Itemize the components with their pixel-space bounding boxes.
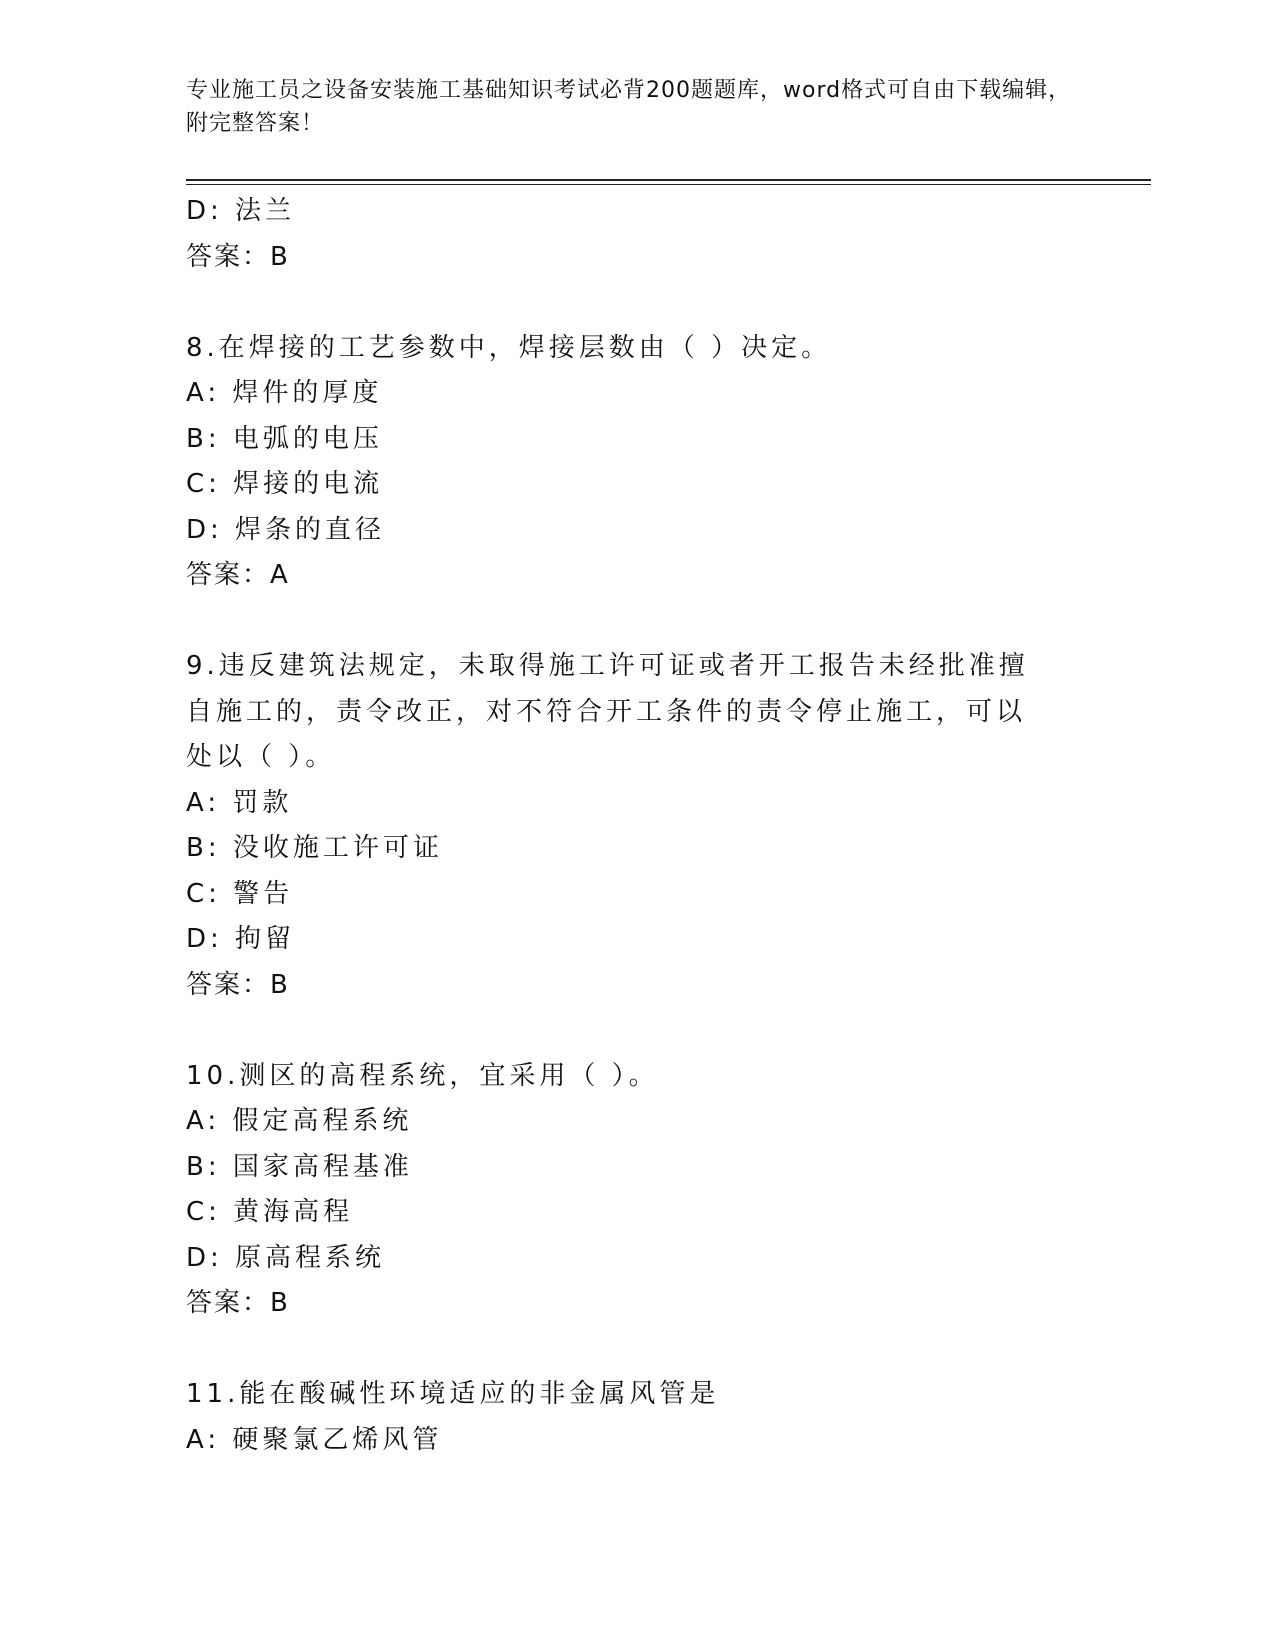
question-10 bbox=[186, 1054, 1066, 1327]
header-rule-thin bbox=[186, 184, 1151, 185]
option-d: D: 焊条的直径 bbox=[186, 514, 386, 545]
option-c: C: 焊接的电流 bbox=[186, 469, 384, 499]
question-11 bbox=[186, 1372, 1066, 1463]
question-stem: 11.能在酸碱性环境适应的非金属风管是 bbox=[186, 1379, 720, 1409]
answer: 答案：B bbox=[186, 1288, 290, 1318]
option-d: D: 法兰 bbox=[186, 196, 296, 226]
option-d: D: 原高程系统 bbox=[186, 1242, 386, 1273]
question-8 bbox=[186, 326, 1066, 599]
question-stem: 10.测区的高程系统，宜采用（ ）。 bbox=[186, 1060, 659, 1091]
option-a: A: 罚款 bbox=[186, 787, 293, 818]
answer: 答案：A bbox=[186, 560, 290, 590]
answer: 答案：B bbox=[186, 241, 290, 272]
option-b: B: 电弧的电压 bbox=[186, 423, 383, 454]
option-a: A: 假定高程系统 bbox=[186, 1106, 413, 1136]
option-c: C: 警告 bbox=[186, 878, 294, 909]
question-stem: 9.违反建筑法规定，未取得施工许可证或者开工报告未经批准擅自施工的，责令改正，对不符合开工条件的责令停止施工，可以处以（ ）。 bbox=[186, 651, 1029, 772]
option-a: A: 焊件的厚度 bbox=[186, 378, 383, 408]
header-rule bbox=[186, 179, 1151, 181]
option-a: A: 硬聚氯乙烯风管 bbox=[186, 1424, 443, 1455]
option-b: B: 国家高程基准 bbox=[186, 1151, 413, 1182]
option-b: B: 没收施工许可证 bbox=[186, 833, 443, 863]
document-header: 专业施工员之设备安装施工基础知识考试必背200题题库，word格式可自由下载编辑，附完整答案！ bbox=[186, 78, 1072, 136]
answer: 答案：B bbox=[186, 969, 290, 1000]
option-c: C: 黄海高程 bbox=[186, 1197, 354, 1227]
question-stem: 8.在焊接的工艺参数中，焊接层数由（ ）决定。 bbox=[186, 332, 832, 363]
question-list bbox=[186, 189, 1066, 1463]
option-d: D: 拘留 bbox=[186, 924, 296, 954]
question-9 bbox=[186, 644, 1066, 1008]
